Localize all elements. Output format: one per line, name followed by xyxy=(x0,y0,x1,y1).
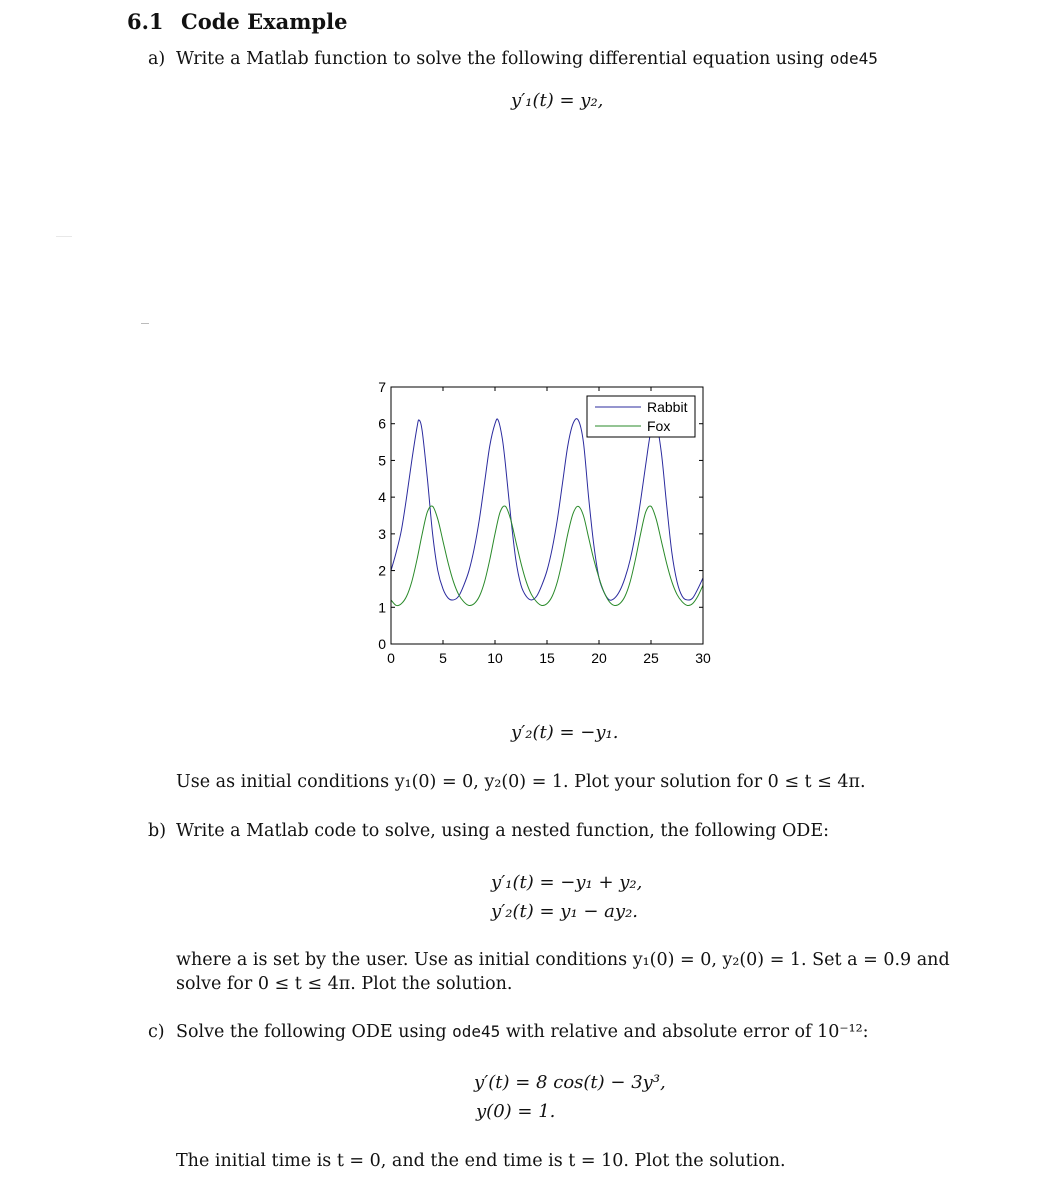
y-tick-label: 2 xyxy=(378,562,386,579)
part-b-equation-1: y′₁(t) = −y₁ + y₂, xyxy=(491,872,643,893)
part-a-marker: a) xyxy=(148,49,166,69)
part-b-equation-2: y′₂(t) = y₁ − ay₂. xyxy=(491,901,639,922)
legend-label-rabbit: Rabbit xyxy=(647,399,688,415)
x-tick-label: 25 xyxy=(643,650,659,666)
y-tick-label: 3 xyxy=(378,525,386,542)
part-b-line-1: where a is set by the user. Use as initial conditions y₁(0) = 0, y₂(0) = 1. Set a = 0.9 and xyxy=(176,950,950,970)
x-tick-label: 30 xyxy=(695,650,711,666)
part-b-marker: b) xyxy=(148,821,167,841)
part-a-code: ode45 xyxy=(829,49,878,68)
part-c-text xyxy=(176,1022,869,1042)
part-c-equation-2: y(0) = 1. xyxy=(476,1101,556,1122)
chart-legend xyxy=(587,396,695,437)
part-c-text-after: with relative and absolute error of 10⁻¹²: xyxy=(505,1022,869,1042)
part-a-equation-2: y′₂(t) = −y₁. xyxy=(511,722,619,743)
part-a-text xyxy=(176,49,878,69)
part-c-text-before: Solve the following ODE using xyxy=(176,1022,447,1042)
part-b-line-2: solve for 0 ≤ t ≤ 4π. Plot the solution. xyxy=(176,974,513,994)
part-c-code: ode45 xyxy=(452,1022,501,1041)
rabbit-fox-chart xyxy=(360,378,740,674)
x-tick-label: 0 xyxy=(387,650,395,666)
section-title: Code Example xyxy=(181,9,348,34)
part-c-equation-1: y′(t) = 8 cos(t) − 3y³, xyxy=(474,1072,666,1093)
series-line-rabbit xyxy=(391,419,703,601)
x-tick-label: 10 xyxy=(487,650,503,666)
x-tick-label: 5 xyxy=(439,650,447,666)
chart-series xyxy=(391,419,703,606)
series-line-fox xyxy=(391,506,703,606)
legend-label-fox: Fox xyxy=(647,418,671,434)
part-a-sentence: Write a Matlab function to solve the following differential equation using xyxy=(176,49,825,69)
scan-mark xyxy=(141,323,149,324)
y-tick-label: 5 xyxy=(378,452,386,469)
part-a-initial-conditions: Use as initial conditions y₁(0) = 0, y₂(0) = 1. Plot your solution for 0 ≤ t ≤ 4π. xyxy=(176,772,866,792)
part-b-text: Write a Matlab code to solve, using a nested function, the following ODE: xyxy=(176,821,830,841)
part-c-final: The initial time is t = 0, and the end time is t = 10. Plot the solution. xyxy=(176,1151,786,1171)
y-tick-label: 6 xyxy=(378,415,386,432)
scan-mark xyxy=(56,236,72,237)
y-tick-label: 1 xyxy=(378,599,386,616)
y-tick-label: 7 xyxy=(378,379,386,395)
part-a-equation-1: y′₁(t) = y₂, xyxy=(511,90,604,111)
y-tick-label: 4 xyxy=(378,489,386,506)
x-tick-label: 20 xyxy=(591,650,607,666)
part-c-marker: c) xyxy=(148,1022,165,1042)
section-number: 6.1 xyxy=(127,9,164,34)
x-tick-label: 15 xyxy=(539,650,555,666)
y-tick-label: 0 xyxy=(378,636,386,652)
